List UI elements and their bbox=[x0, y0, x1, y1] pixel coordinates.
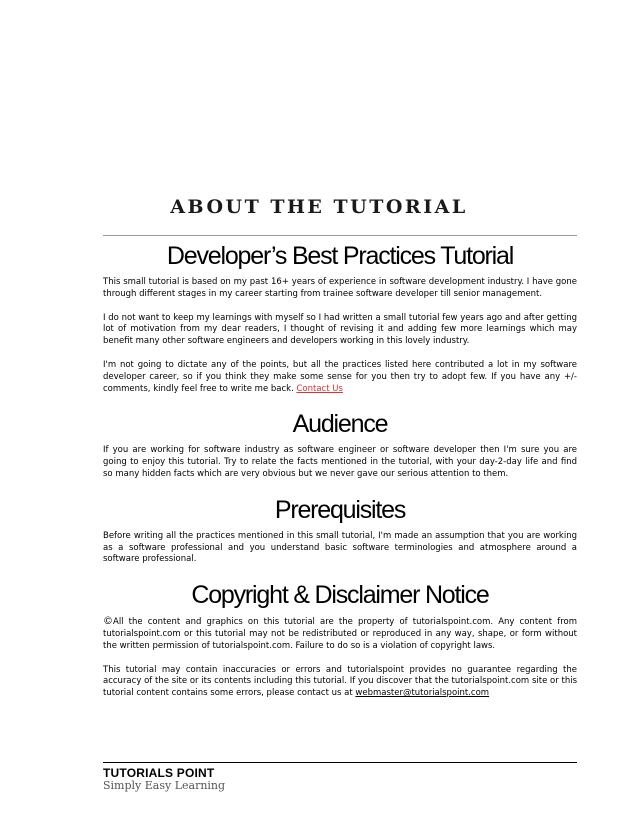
copyright-heading: Copyright & Disclaimer Notice bbox=[191, 581, 489, 610]
intro-paragraph-3 bbox=[103, 360, 577, 395]
footer-brand: TUTORIALS POINT bbox=[103, 766, 215, 780]
footer-divider bbox=[103, 762, 577, 763]
webmaster-email-link[interactable]: webmaster@tutorialspoint.com bbox=[355, 688, 490, 699]
copyright-paragraph bbox=[103, 616, 577, 652]
disclaimer-paragraph bbox=[103, 665, 577, 700]
tutorial-heading: Developer’s Best Practices Tutorial bbox=[166, 242, 514, 270]
intro-paragraph-3-text: I'm not going to dictate any of the points, but all the practices listed here contributed a lot in my software developer career, so if you think they make some sense for you then try to adopt few. If you have any +/- comments, kindly feel free to write me back. bbox=[103, 359, 577, 394]
copyright-paragraph-text: All the content and graphics on this tutorial are the property of tutorialspoint.com. Any content from tutorialspoint.com or this tutorial may not be redistributed or reproduced in any way, shape, or form without the written permission of tutorialspoint.com. Failure to do so is a violation of copyright laws. bbox=[103, 617, 577, 651]
prerequisites-paragraph: Before writing all the practices mentioned in this small tutorial, I'm made an assumption that you are working as a software professional and you understand basic software terminologies and atmosphere around a software professional. bbox=[103, 530, 577, 565]
contact-us-link[interactable]: Contact Us bbox=[296, 383, 343, 394]
copyright-symbol: © bbox=[103, 616, 113, 628]
footer-tagline: Simply Easy Learning bbox=[103, 779, 226, 792]
document-body bbox=[103, 239, 577, 712]
intro-paragraph-1: This small tutorial is based on my past 16+ years of experience in software development industry. I have gone through different stages in my career starting from trainee software developer till senior management. bbox=[103, 277, 577, 299]
page-title: ABOUT THE TUTORIAL bbox=[170, 196, 468, 218]
disclaimer-paragraph-text: This tutorial may contain inaccuracies or errors and tutorialspoint provides no guarantee regarding the accuracy of the site or its contents including this tutorial. If you discover that the tutorialspoint.com site or this tutorial content contains some errors, please contact us at bbox=[103, 664, 577, 699]
prerequisites-heading: Prerequisites bbox=[274, 495, 406, 524]
intro-paragraph-2: I do not want to keep my learnings with myself so I had written a small tutorial few years ago and after getting lot of motivation from my dear readers, I thought of revising it and adding few more learnings which may benefit many other software engineers and developers working in this lovely industry. bbox=[103, 312, 577, 347]
audience-heading: Audience bbox=[292, 410, 388, 439]
audience-paragraph: If you are working for software industry as software engineer or software developer then I'm sure you are going to enjoy this tutorial. Try to relate the facts mentioned in the tutorial, with your day-2-day life and find so many hidden facts which are very obvious but we never gave our serious attention to them. bbox=[103, 445, 577, 479]
title-divider bbox=[103, 235, 577, 236]
